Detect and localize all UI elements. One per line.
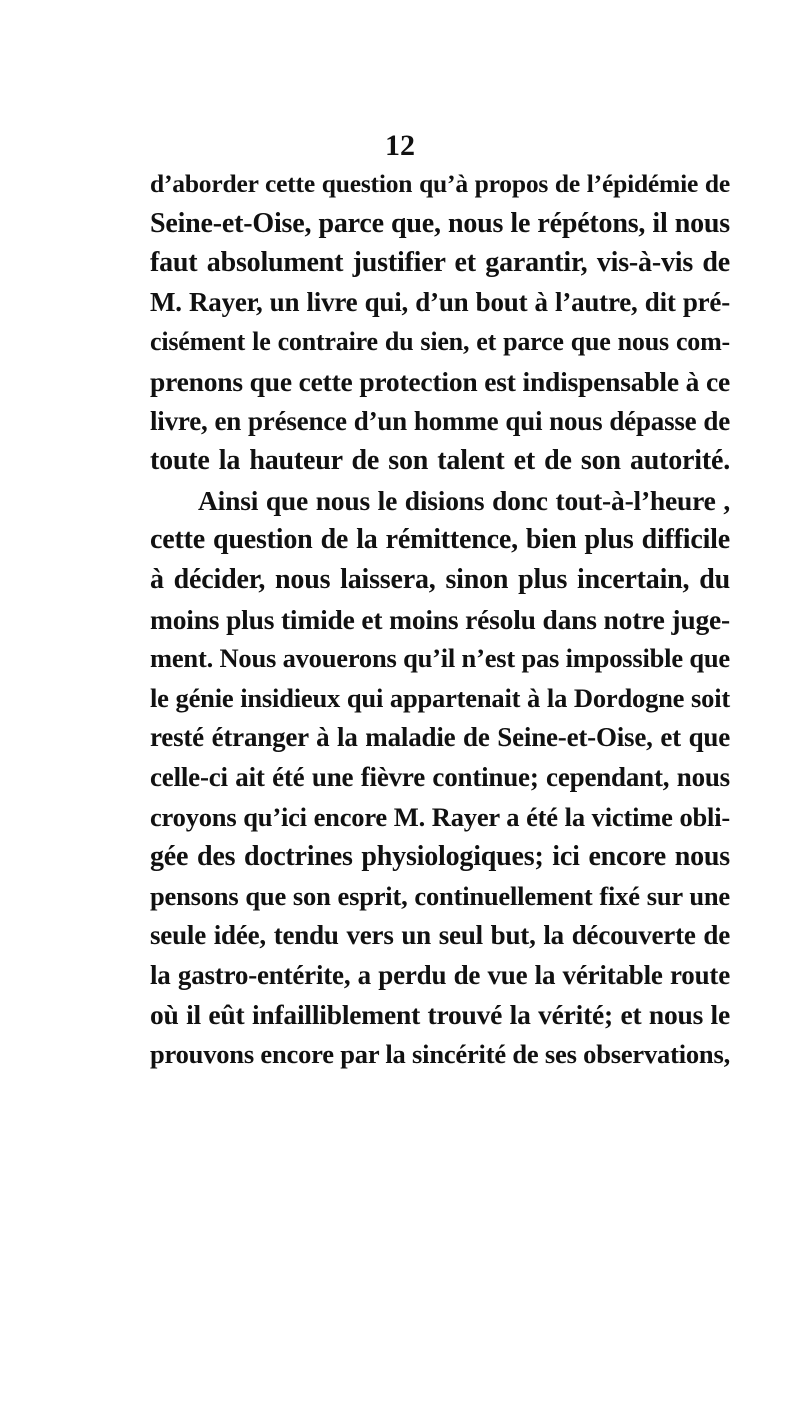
text-line: cette question de la rémittence, bien plus difficile [150, 524, 730, 556]
text-line: où il eût infailliblement trouvé la vérité; et nous le [150, 999, 730, 1031]
text-line: prouvons encore par la sincérité de ses observations, [150, 1039, 730, 1070]
text-line: gée des doctrines physiologiques; ici encore nous [150, 841, 730, 873]
text-line: moins plus timide et moins résolu dans notre juge- [150, 603, 730, 635]
text-line: pensons que son esprit, continuellement fixé sur une [150, 880, 730, 911]
text-line: resté étranger à la maladie de Seine-et-Oise, et que [150, 722, 730, 753]
text-line: M. Rayer, un livre qui, d’un bout à l’autre, dit pré- [150, 286, 730, 317]
text-line: prenons que cette protection est indispensable à ce [150, 365, 730, 397]
text-line: d’aborder cette question qu’à propos de l’épidémie de [150, 169, 730, 198]
text-line: à décider, nous laissera, sinon plus incertain, du [150, 563, 730, 595]
text-line: toute la hauteur de son talent et de son autorité. [150, 445, 730, 477]
page-number: 12 [385, 129, 415, 162]
text-line: la gastro-entérite, a perdu de vue la véritable route [150, 959, 730, 990]
text-line: ment. Nous avouerons qu’il n’est pas impossible que [150, 643, 730, 674]
text-line: cisément le contraire du sien, et parce que nous com- [150, 327, 730, 357]
text-line: Seine-et-Oise, parce que, nous le répétons, il nous [150, 207, 730, 239]
text-line: croyons qu’ici encore M. Rayer a été la victime obli- [150, 801, 730, 832]
body-text [150, 164, 730, 1075]
text-line: le génie insidieux qui appartenait à la Dordogne soit [150, 682, 730, 713]
text-line: Ainsi que nous le disions donc tout-à-l’heure , [198, 484, 730, 516]
text-line: celle-ci ait été une fièvre continue; cependant, nous [150, 761, 730, 792]
text-line: livre, en présence d’un homme qui nous dépasse de [150, 405, 730, 436]
text-line: seule idée, tendu vers un seul but, la découverte de [150, 920, 730, 951]
text-line: faut absolument justifier et garantir, vis-à-vis de [150, 247, 730, 279]
